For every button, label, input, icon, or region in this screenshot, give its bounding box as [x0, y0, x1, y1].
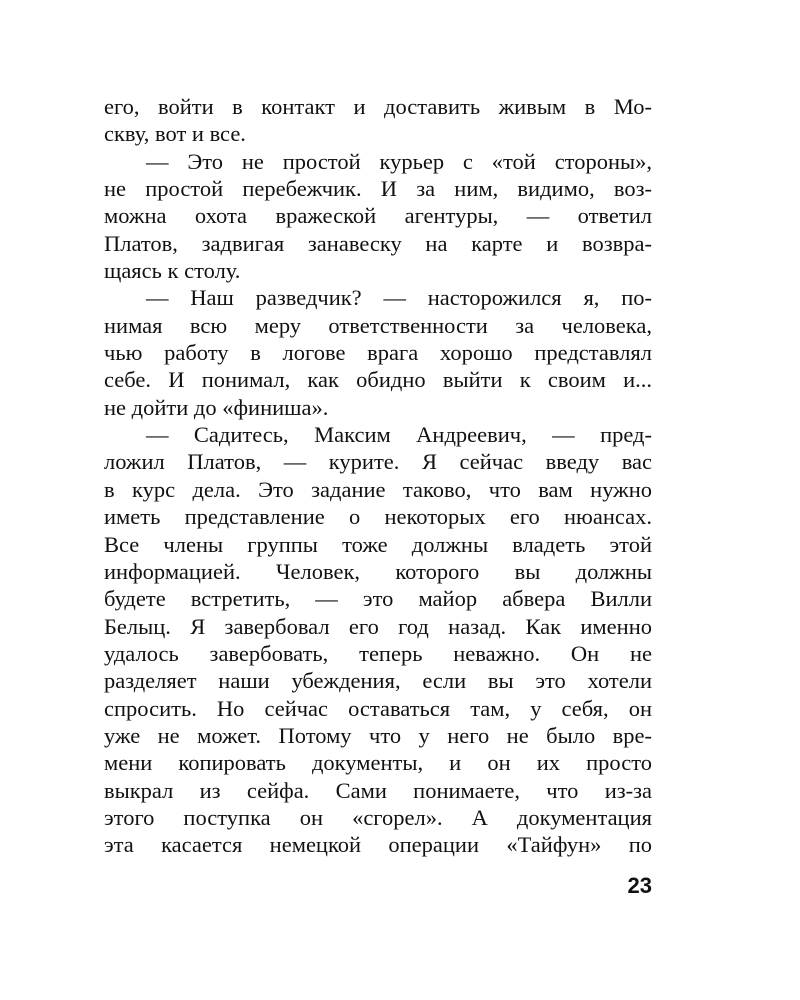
text-line: чью работу в логове врага хорошо представлял: [104, 340, 652, 366]
text-line: информацией. Человек, которого вы должны: [104, 558, 652, 584]
text-line: уже не может. Потому что у него не было вре-: [104, 722, 652, 748]
text-line: скву, вот и все.: [104, 121, 246, 147]
page-number: 23: [627, 873, 652, 898]
text-line: иметь представление о некоторых его нюансах.: [104, 504, 652, 530]
text-line: — Наш разведчик? — насторожился я, по-: [146, 285, 652, 311]
text-line: удалось завербовать, теперь неважно. Он не: [104, 640, 652, 666]
text-line: не дойти до «финиша».: [104, 394, 329, 420]
text-line: нимая всю меру ответственности за человека,: [104, 312, 652, 338]
text-line: в курс дела. Это задание таково, что вам нужно: [104, 476, 652, 502]
text-line: Все члены группы тоже должны владеть этой: [104, 531, 652, 557]
text-line: разделяет наши убеждения, если вы это хотели: [104, 668, 652, 694]
text-line: щаясь к столу.: [104, 258, 241, 284]
text-line: себе. И понимал, как обидно выйти к своим и...: [104, 367, 652, 393]
text-line: можна охота вражеской агентуры, — ответил: [104, 203, 652, 229]
text-line: — Садитесь, Максим Андреевич, — пред-: [146, 422, 652, 448]
text-line: Платов, задвигая занавеску на карте и возвра-: [104, 230, 652, 256]
text-line: эта касается немецкой операции «Тайфун» по: [104, 832, 652, 858]
text-line: мени копировать документы, и он их просто: [104, 750, 652, 776]
body-text: [104, 93, 652, 859]
text-line: его, войти в контакт и доставить живым в Мо-: [104, 94, 652, 119]
text-line: выкрал из сейфа. Сами понимаете, что из-за: [104, 777, 652, 803]
text-line: — Это не простой курьер с «той стороны»,: [146, 148, 652, 174]
text-line: этого поступка он «сгорел». А документация: [104, 804, 652, 830]
text-line: спросить. Но сейчас оставаться там, у себя, он: [104, 695, 652, 721]
text-line: ложил Платов, — курите. Я сейчас введу вас: [104, 449, 652, 475]
text-line: не простой перебежчик. И за ним, видимо, воз-: [104, 176, 652, 202]
text-line: Белыц. Я завербовал его год назад. Как именно: [104, 613, 652, 639]
text-line: будете встретить, — это майор абвера Вилли: [104, 586, 652, 612]
